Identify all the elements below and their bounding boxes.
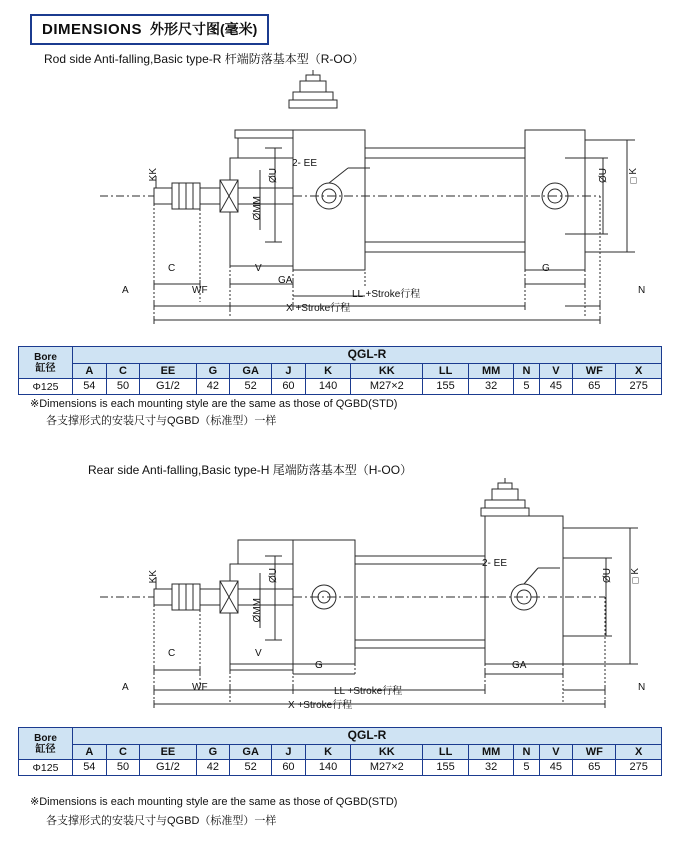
table-row	[19, 363, 662, 379]
col-ll: LL	[423, 363, 469, 379]
cell-ga: 52	[230, 379, 272, 395]
col-k: K	[305, 744, 351, 760]
note-2-line-1: ※Dimensions is each mounting style are the same as those of QGBD(STD)	[30, 796, 398, 808]
cell-ll: 155	[423, 379, 469, 395]
label-u-left-1: ØU	[268, 168, 279, 183]
label-c-1: C	[168, 263, 176, 274]
label-ga-1: GA	[278, 275, 293, 286]
col-ga: GA	[230, 363, 272, 379]
bore-header-cell	[19, 728, 73, 760]
cell-x: 275	[616, 379, 662, 395]
label-mm-2: ØMM	[252, 598, 263, 623]
col-ee: EE	[140, 363, 196, 379]
label-u-left-2: ØU	[268, 568, 279, 583]
label-ll-2: LL +Stroke行程	[334, 686, 403, 697]
table-row	[19, 379, 662, 395]
page-title-en: DIMENSIONS	[42, 20, 143, 38]
label-a-2: A	[122, 682, 129, 693]
cell-kk: M27×2	[351, 760, 423, 776]
cell-g: 42	[196, 379, 230, 395]
col-j: J	[272, 744, 306, 760]
note-2-line-2: 各支撑形式的安装尺寸与QGBD（标准型）一样	[46, 815, 277, 827]
label-a-1: A	[122, 285, 129, 296]
label-ga-2: GA	[512, 660, 527, 671]
table-row	[19, 744, 662, 760]
note-1-line-1: ※Dimensions is each mounting style are the same as those of QGBD(STD)	[30, 398, 398, 410]
col-x: X	[616, 744, 662, 760]
col-wf: WF	[573, 744, 616, 760]
label-k-2: □K	[630, 568, 641, 586]
label-v-1: V	[255, 263, 262, 274]
cell-wf: 65	[573, 760, 616, 776]
label-g-2: G	[315, 660, 323, 671]
group-header-qgl-r: QGL-R	[73, 347, 662, 364]
cell-ga: 52	[230, 760, 272, 776]
label-u-right-1: ØU	[598, 168, 609, 183]
col-v: V	[539, 744, 573, 760]
cell-bore: Φ125	[19, 760, 73, 776]
cell-c: 50	[106, 379, 140, 395]
label-k-1: □K	[628, 168, 639, 186]
label-ee-1: 2- EE	[292, 158, 318, 169]
cell-wf: 65	[573, 379, 616, 395]
section-1-caption: Rod side Anti-falling,Basic type-R 杆端防落基本型（R-OO）	[44, 52, 365, 66]
col-kk: KK	[351, 744, 423, 760]
label-c-2: C	[168, 648, 176, 659]
col-j: J	[272, 363, 306, 379]
cell-mm: 32	[468, 379, 513, 395]
cell-a: 54	[73, 760, 107, 776]
cell-c: 50	[106, 760, 140, 776]
bore-header-cn: 缸径	[35, 362, 56, 374]
col-mm: MM	[468, 363, 513, 379]
label-x-1: X +Stroke行程	[286, 303, 351, 314]
cell-j: 60	[272, 379, 306, 395]
cell-n: 5	[514, 379, 539, 395]
spec-table-2	[18, 727, 662, 776]
col-k: K	[305, 363, 351, 379]
col-wf: WF	[573, 363, 616, 379]
label-ee-2: 2- EE	[482, 558, 508, 569]
table-row	[19, 728, 662, 745]
cell-g: 42	[196, 760, 230, 776]
spec-table-1	[18, 346, 662, 395]
cell-k: 140	[305, 379, 351, 395]
cell-n: 5	[514, 760, 539, 776]
label-mm-1: ØMM	[252, 196, 263, 221]
col-x: X	[616, 363, 662, 379]
label-ll-1: LL +Stroke行程	[352, 289, 421, 300]
label-v-2: V	[255, 648, 262, 659]
col-n: N	[514, 363, 539, 379]
col-kk: KK	[351, 363, 423, 379]
cell-j: 60	[272, 760, 306, 776]
col-v: V	[539, 363, 573, 379]
col-g: G	[196, 363, 230, 379]
cell-x: 275	[616, 760, 662, 776]
label-x-2: X +Stroke行程	[288, 700, 353, 711]
label-n-1: N	[638, 285, 646, 296]
group-header-qgl-r: QGL-R	[73, 728, 662, 745]
label-g-1: G	[542, 263, 550, 274]
cell-mm: 32	[468, 760, 513, 776]
label-wf-2: WF	[192, 682, 208, 693]
cell-ee: G1/2	[140, 760, 196, 776]
col-ll: LL	[423, 744, 469, 760]
bore-header-cn: 缸径	[35, 743, 56, 755]
cell-kk: M27×2	[351, 379, 423, 395]
col-a: A	[73, 744, 107, 760]
page-title-cn: 外形尺寸图(毫米)	[150, 21, 258, 37]
bore-header-en: Bore	[34, 732, 57, 744]
col-c: C	[106, 363, 140, 379]
bore-header-cell	[19, 347, 73, 379]
col-ee: EE	[140, 744, 196, 760]
label-u-right-2: ØU	[602, 568, 613, 583]
cell-ll: 155	[423, 760, 469, 776]
table-row	[19, 347, 662, 364]
col-c: C	[106, 744, 140, 760]
bore-header-en: Bore	[34, 351, 57, 363]
label-kk-2: KK	[148, 570, 159, 584]
label-n-2: N	[638, 682, 646, 693]
page-title	[30, 14, 269, 45]
cell-k: 140	[305, 760, 351, 776]
label-kk-1: KK	[148, 168, 159, 182]
cell-bore: Φ125	[19, 379, 73, 395]
col-mm: MM	[468, 744, 513, 760]
table-row	[19, 760, 662, 776]
cell-ee: G1/2	[140, 379, 196, 395]
col-ga: GA	[230, 744, 272, 760]
label-wf-1: WF	[192, 285, 208, 296]
section-2-caption: Rear side Anti-falling,Basic type-H 尾端防落基本型（H-OO）	[88, 463, 413, 477]
cell-v: 45	[539, 379, 573, 395]
col-g: G	[196, 744, 230, 760]
cell-v: 45	[539, 760, 573, 776]
col-n: N	[514, 744, 539, 760]
note-1-line-2: 各支撑形式的安装尺寸与QGBD（标准型）一样	[46, 415, 277, 427]
cell-a: 54	[73, 379, 107, 395]
col-a: A	[73, 363, 107, 379]
